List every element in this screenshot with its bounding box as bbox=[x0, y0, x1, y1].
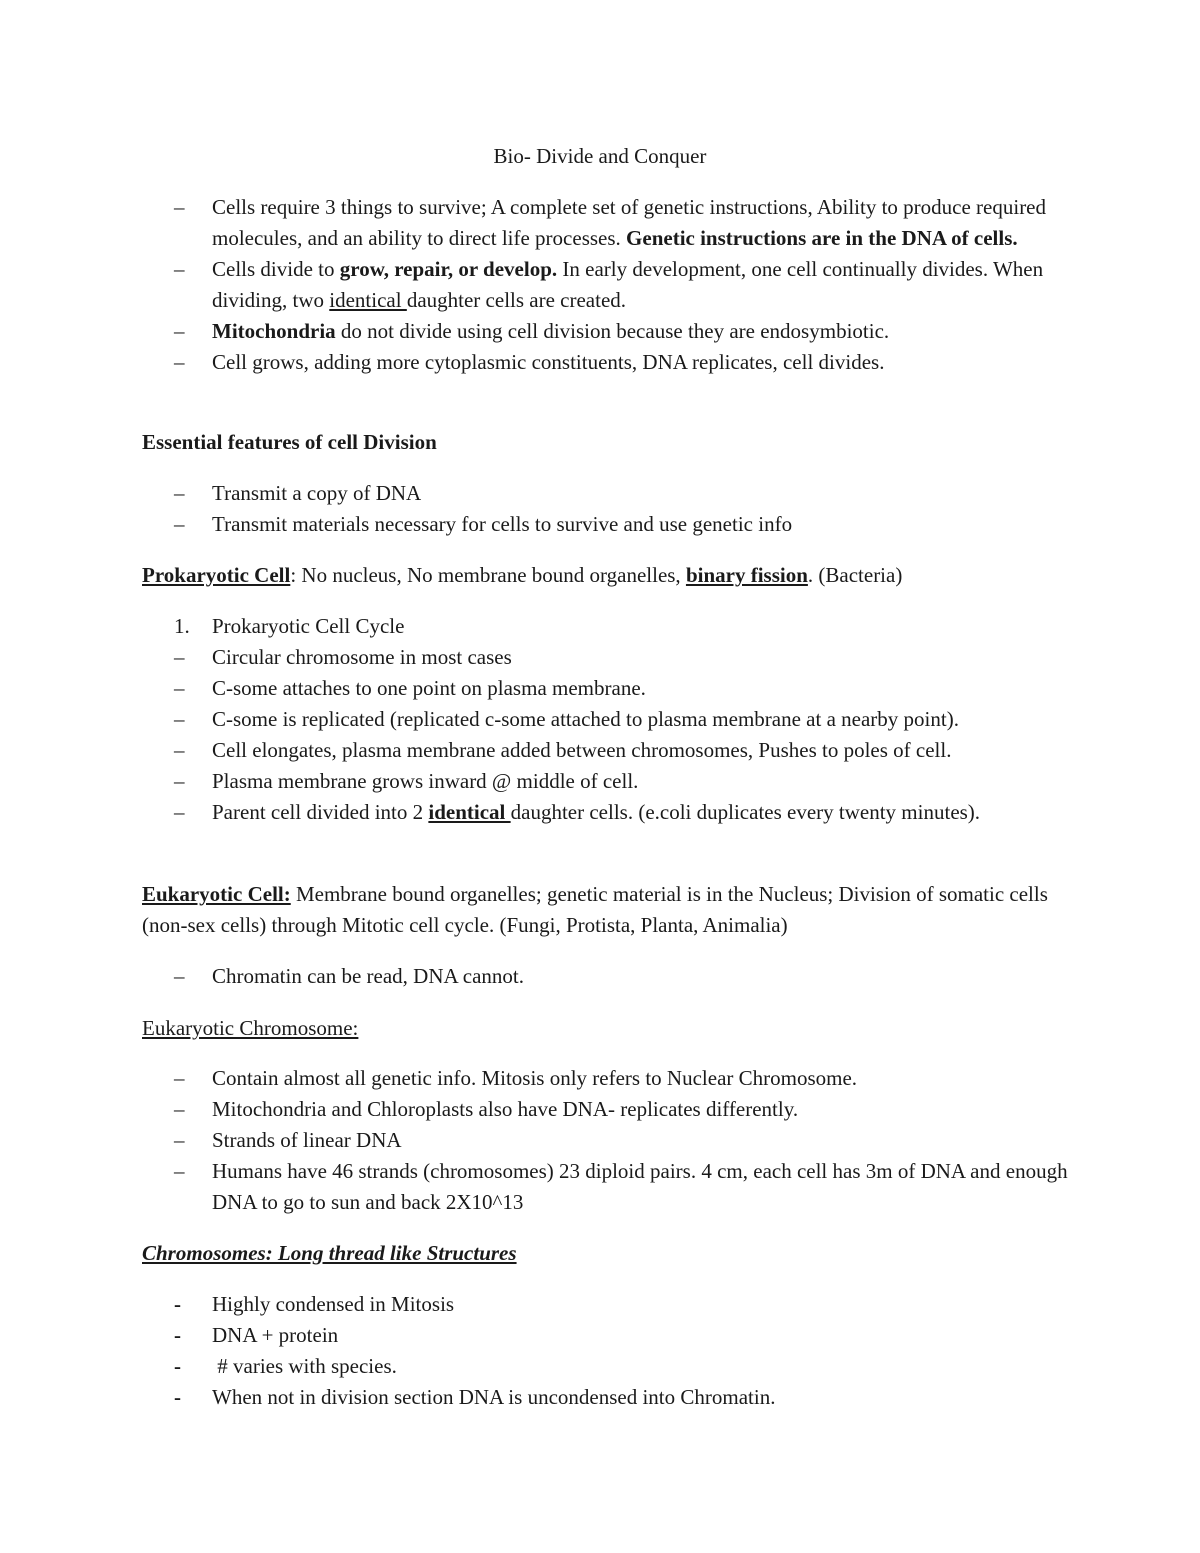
dash-marker: – bbox=[174, 769, 185, 793]
heading-text: Chromosomes: Long thread like Structures bbox=[142, 1241, 517, 1265]
list-item-text: Cells require 3 things to survive; A complete set of genetic instructions, Ability to produce required molecules, and an ability to direct life processes. bbox=[212, 195, 1047, 250]
list-item-text: Highly condensed in Mitosis bbox=[212, 1292, 455, 1316]
essential-list bbox=[142, 478, 1072, 540]
list-item bbox=[142, 316, 1072, 347]
list-item bbox=[142, 1382, 1072, 1413]
list-item-bold: Genetic instructions are in the DNA of cells. bbox=[626, 226, 1018, 250]
dash-marker: – bbox=[174, 350, 185, 374]
list-item bbox=[142, 961, 1072, 992]
list-item bbox=[142, 1156, 1072, 1218]
list-item-text: Humans have 46 strands (chromosomes) 23 diploid pairs. 4 cm, each cell has 3m of DNA and enough DNA to go to sun and back 2X10^13 bbox=[212, 1159, 1068, 1214]
dash-marker: - bbox=[174, 1292, 181, 1316]
list-item bbox=[142, 1063, 1072, 1094]
list-item-bold: grow, repair, or develop. bbox=[339, 257, 558, 281]
dash-marker: – bbox=[174, 319, 185, 343]
chromosome-list bbox=[142, 1063, 1072, 1218]
list-item bbox=[142, 509, 1072, 540]
eukaryotic-list bbox=[142, 961, 1072, 992]
list-item bbox=[142, 192, 1072, 254]
paragraph-text: : No nucleus, No membrane bound organelles, bbox=[290, 563, 686, 587]
list-item-bold: Mitochondria bbox=[212, 319, 336, 343]
chromosomes-heading bbox=[142, 1238, 1072, 1269]
list-item-text: daughter cells are created. bbox=[406, 288, 627, 312]
heading-text: Essential features of cell Division bbox=[142, 430, 437, 454]
list-item-text: In early development, one cell continually divides. When dividing, two bbox=[212, 257, 1044, 312]
chromosome-heading: Eukaryotic Chromosome: bbox=[142, 1016, 359, 1040]
dash-marker: – bbox=[174, 645, 185, 669]
paragraph-text: . (Bacteria) bbox=[807, 563, 903, 587]
dash-marker: – bbox=[174, 707, 185, 731]
paragraph-text: Membrane bound organelles; genetic material is in the Nucleus; Division of somatic cells (non-sex cells) through Mitotic cell cycle. (Fungi, Protista, Planta, Animalia) bbox=[142, 882, 1048, 937]
list-item bbox=[142, 347, 1072, 378]
list-item-text: Contain almost all genetic info. Mitosis only refers to Nuclear Chromosome. bbox=[212, 1066, 858, 1090]
list-item bbox=[142, 704, 1072, 735]
intro-list bbox=[142, 192, 1072, 378]
list-item bbox=[142, 611, 1072, 642]
list-item bbox=[142, 1094, 1072, 1125]
dash-marker: – bbox=[174, 195, 185, 219]
list-item-text: Strands of linear DNA bbox=[212, 1128, 402, 1152]
list-item-text: C-some attaches to one point on plasma membrane. bbox=[212, 676, 646, 700]
list-item-text: # varies with species. bbox=[212, 1354, 397, 1378]
dash-marker: - bbox=[174, 1323, 181, 1347]
list-item-bold: identical bbox=[428, 800, 511, 824]
list-item bbox=[142, 1125, 1072, 1156]
dash-marker: – bbox=[174, 1159, 185, 1183]
list-item bbox=[142, 735, 1072, 766]
list-item-text: C-some is replicated (replicated c-some attached to plasma membrane at a nearby point). bbox=[212, 707, 959, 731]
prokaryotic-list bbox=[142, 611, 1072, 828]
list-item-text: DNA + protein bbox=[212, 1323, 339, 1347]
list-item-text: Mitochondria and Chloroplasts also have DNA- replicates differently. bbox=[212, 1097, 799, 1121]
list-item bbox=[142, 797, 1072, 828]
dash-marker: – bbox=[174, 1128, 185, 1152]
list-item-text: Prokaryotic Cell Cycle bbox=[212, 614, 405, 638]
list-item-text: Parent cell divided into 2 bbox=[212, 800, 429, 824]
dash-marker: – bbox=[174, 800, 185, 824]
list-item bbox=[142, 1351, 1072, 1382]
number-marker: 1. bbox=[174, 614, 190, 638]
dash-marker: – bbox=[174, 964, 185, 988]
dash-marker: – bbox=[174, 1066, 185, 1090]
list-item-underline: identical bbox=[329, 288, 407, 312]
dash-marker: – bbox=[174, 512, 185, 536]
list-item bbox=[142, 1320, 1072, 1351]
chromosomes-list bbox=[142, 1289, 1072, 1413]
prokaryotic-label: Prokaryotic Cell bbox=[142, 563, 291, 587]
dash-marker: – bbox=[174, 1097, 185, 1121]
dash-marker: – bbox=[174, 738, 185, 762]
list-item-text: Cell grows, adding more cytoplasmic constituents, DNA replicates, cell divides. bbox=[212, 350, 885, 374]
list-item-text: Circular chromosome in most cases bbox=[212, 645, 512, 669]
list-item-text: Transmit materials necessary for cells to survive and use genetic info bbox=[212, 512, 793, 536]
eukaryotic-paragraph bbox=[142, 879, 1072, 941]
list-item bbox=[142, 642, 1072, 673]
list-item bbox=[142, 254, 1072, 316]
list-item-text: Chromatin can be read, DNA cannot. bbox=[212, 964, 524, 988]
list-item-text: Cells divide to bbox=[212, 257, 340, 281]
list-item-text: Transmit a copy of DNA bbox=[212, 481, 422, 505]
list-item bbox=[142, 478, 1072, 509]
prokaryotic-paragraph bbox=[142, 560, 1072, 591]
eukaryotic-label: Eukaryotic Cell: bbox=[142, 882, 291, 906]
list-item bbox=[142, 1289, 1072, 1320]
document-title: Bio- Divide and Conquer bbox=[493, 144, 707, 168]
dash-marker: – bbox=[174, 481, 185, 505]
dash-marker: – bbox=[174, 257, 185, 281]
list-item-text: Cell elongates, plasma membrane added between chromosomes, Pushes to poles of cell. bbox=[212, 738, 952, 762]
paragraph-bold: binary fission bbox=[685, 563, 808, 587]
list-item-text: daughter cells. (e.coli duplicates every twenty minutes). bbox=[510, 800, 981, 824]
essential-heading bbox=[142, 427, 1072, 458]
list-item bbox=[142, 766, 1072, 797]
list-item-text: Plasma membrane grows inward @ middle of cell. bbox=[212, 769, 639, 793]
dash-marker: - bbox=[174, 1354, 181, 1378]
list-item bbox=[142, 673, 1072, 704]
dash-marker: – bbox=[174, 676, 185, 700]
list-item-text: do not divide using cell division because they are endosymbiotic. bbox=[335, 319, 890, 343]
list-item-text: When not in division section DNA is uncondensed into Chromatin. bbox=[212, 1385, 776, 1409]
dash-marker: - bbox=[174, 1385, 181, 1409]
